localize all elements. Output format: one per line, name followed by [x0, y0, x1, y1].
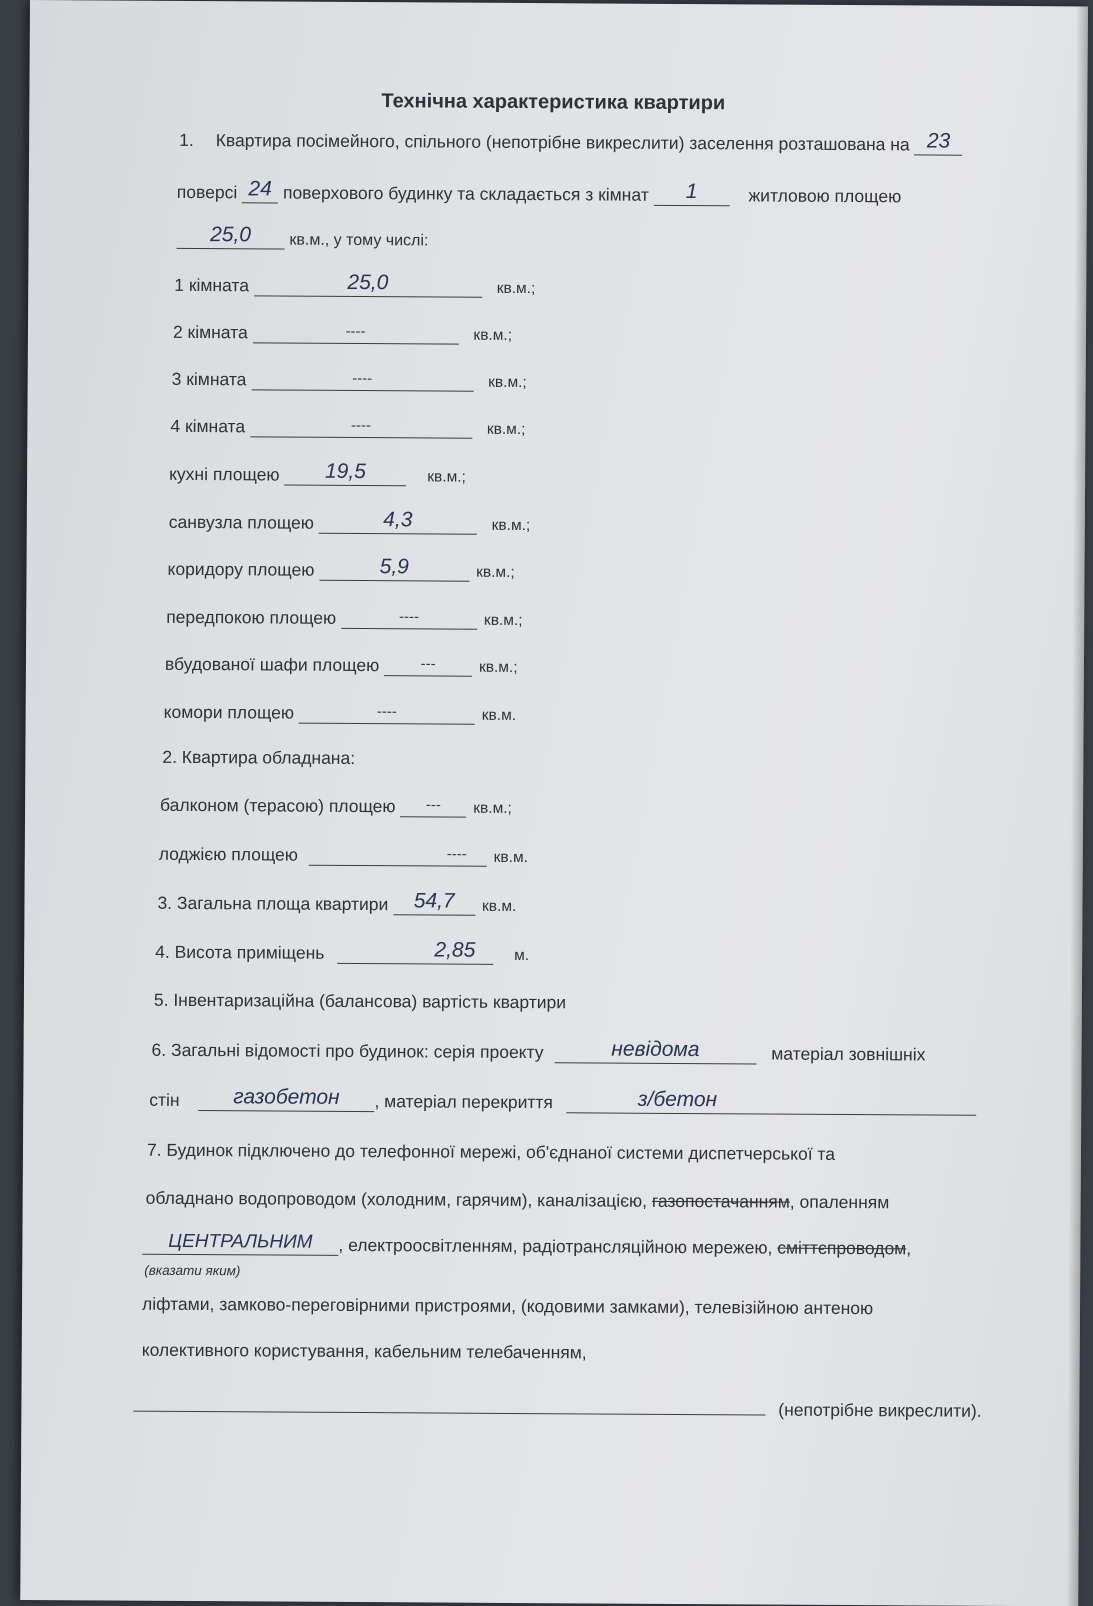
floors-total-value: 24: [248, 177, 272, 201]
ceiling-field: [566, 1087, 976, 1116]
page-edge-shadow: [1066, 6, 1088, 1606]
item1-line1: [179, 129, 963, 156]
room-label: 2 кімната: [172, 321, 248, 343]
living-area-value: 25,0: [210, 223, 252, 247]
area-field: [384, 655, 472, 677]
room-row: [172, 368, 527, 394]
item6-text-c: стін: [149, 1089, 180, 1110]
garbage-chute-struck: сміттєпроводом: [777, 1237, 907, 1259]
room-label: 4 кімната: [170, 415, 246, 437]
area-field: [319, 508, 477, 535]
walls-field: [198, 1085, 374, 1112]
height-value: 2,85: [434, 938, 476, 962]
area-field: [284, 459, 406, 487]
gas-supply-struck: газопостачанням: [651, 1190, 790, 1212]
height-label: 4. Висота приміщень: [155, 941, 325, 963]
item6-text-b: матеріал зовнішніх: [771, 1043, 926, 1065]
area-value: 4,3: [383, 508, 413, 532]
area-field: [341, 608, 477, 630]
area-value: ---: [420, 655, 436, 673]
room-field: [254, 270, 482, 297]
total-area-label: 3. Загальна площа квартири: [157, 892, 389, 915]
room-label: 3 кімната: [171, 368, 247, 390]
loggia-unit: кв.м.: [493, 848, 529, 867]
item7-line6: [133, 1391, 981, 1422]
document-page: [20, 0, 1088, 1606]
item1-line3: [176, 223, 429, 253]
item5-row: 5. Інвентаризаційна (балансова) вартість квартири: [153, 989, 567, 1013]
area-row: [165, 653, 518, 679]
balcony-unit: кв.м.;: [473, 799, 512, 817]
area-unit: кв.м.;: [476, 563, 515, 581]
area-row: [164, 701, 517, 727]
item7-line3-b: ,: [906, 1238, 912, 1259]
heating-field: [142, 1230, 338, 1256]
area-label: коридору площею: [167, 558, 315, 580]
area-unit: кв.м.: [481, 706, 517, 724]
area-label: комори площею: [163, 701, 295, 723]
page-title: Технічна характеристика квартири: [381, 90, 726, 115]
room-unit: кв.м.;: [488, 373, 527, 392]
item6-text-a: 6. Загальні відомості про будинок: серія проекту: [151, 1039, 544, 1063]
area-row: [169, 459, 466, 489]
balcony-row: [160, 794, 512, 820]
item6-line2: [149, 1085, 976, 1116]
loggia-value: ----: [446, 845, 467, 863]
living-area-field: [176, 223, 284, 250]
room-field: [253, 322, 459, 344]
total-area-value: 54,7: [413, 889, 455, 913]
room-value: 25,0: [347, 270, 389, 295]
item6-line1: [152, 1039, 926, 1066]
item7-line1: 7. Будинок підключено до телефонної мережі, об'єднаної системи диспетчерської та: [146, 1139, 836, 1164]
room-value: ----: [345, 322, 366, 341]
room-row: [173, 321, 512, 347]
room-row: [174, 270, 536, 300]
height-unit: м.: [514, 946, 530, 965]
item1-text-c: поверхового будинку та складається з кімнат: [282, 182, 649, 205]
area-value: ----: [399, 608, 420, 626]
loggia-row: [159, 843, 528, 869]
item1-text-a: Квартира посімейного, спільного (непотрібне викреслити) заселення розташована на: [215, 130, 910, 155]
area-label: кухні площею: [169, 463, 280, 485]
area-label: передпокою площею: [166, 606, 337, 628]
room-unit: кв.м.;: [496, 279, 536, 298]
ceiling-value: з/бетон: [637, 1087, 718, 1112]
area-value: 19,5: [324, 459, 366, 484]
floor-field: [914, 129, 962, 155]
series-value: невідома: [611, 1037, 700, 1062]
item7-line4: ліфтами, замково-переговірними пристроями, (кодовими замками), телевізійною антеною: [141, 1293, 874, 1319]
area-unit: кв.м.;: [491, 516, 531, 535]
total-area-field: [393, 889, 475, 916]
area-value: ----: [376, 703, 397, 721]
walls-value: газобетон: [233, 1085, 340, 1109]
strike-note: (непотрібне викреслити).: [778, 1399, 982, 1421]
floor-value: 23: [926, 129, 951, 153]
area-row: [167, 555, 515, 584]
loggia-field: [309, 845, 487, 867]
item1-text-b: поверсі: [176, 181, 238, 203]
room-value: ----: [352, 369, 373, 388]
item1-text-e: кв.м., у тому числі:: [289, 231, 429, 250]
item7-line3-a: , електроосвітленням, радіотрансляційною мережею,: [338, 1234, 773, 1258]
item3-row: [157, 889, 517, 918]
item1-number: 1.: [179, 129, 194, 151]
item1-text-d: житловою площею: [748, 185, 902, 207]
item7-line2-a: обладнано водопроводом (холодним, гарячим), каналізацією,: [145, 1187, 648, 1211]
room-label: 1 кімната: [174, 274, 250, 296]
area-value: 5,9: [379, 555, 409, 579]
item4-row: [155, 938, 530, 967]
total-area-unit: кв.м.: [481, 897, 517, 915]
area-row: [168, 508, 531, 537]
remarks-blank: [133, 1391, 765, 1416]
area-label: санвузла площею: [168, 511, 314, 533]
rooms-value: 1: [685, 180, 698, 204]
item7-line2-b: , опаленням: [789, 1191, 890, 1213]
heating-value: ЦЕНТРАЛЬНИМ: [168, 1230, 313, 1253]
height-field: [337, 938, 493, 965]
item7-line3: [142, 1230, 912, 1260]
rooms-field: [654, 180, 730, 206]
item6-text-d: , матеріал перекриття: [374, 1091, 553, 1113]
item1-line2: [176, 177, 902, 207]
room-field: [250, 416, 472, 438]
balcony-field: [400, 796, 466, 817]
area-label: вбудованої шафи площею: [164, 653, 380, 676]
area-unit: кв.м.;: [427, 468, 466, 486]
item7-line5: колективного користування, кабельним телебаченням,: [141, 1339, 587, 1363]
item7-line2: [146, 1187, 890, 1214]
heating-note: (вказати яким): [144, 1262, 241, 1279]
area-field: [319, 555, 469, 582]
balcony-label: балконом (терасою) площею: [160, 794, 396, 817]
room-row: [170, 415, 525, 441]
area-field: [299, 703, 475, 725]
series-field: [554, 1037, 756, 1064]
room-field: [251, 369, 473, 391]
loggia-label: лоджією площею: [158, 843, 299, 865]
item2-heading: 2. Квартира обладнана:: [162, 746, 356, 768]
room-value: ----: [350, 416, 372, 435]
balcony-value: ---: [425, 796, 441, 814]
floors-total-field: [242, 177, 278, 203]
area-row: [166, 606, 522, 632]
room-unit: кв.м.;: [473, 326, 513, 344]
area-unit: кв.м.;: [483, 611, 523, 630]
area-unit: кв.м.;: [478, 658, 518, 676]
room-unit: кв.м.;: [486, 420, 526, 439]
